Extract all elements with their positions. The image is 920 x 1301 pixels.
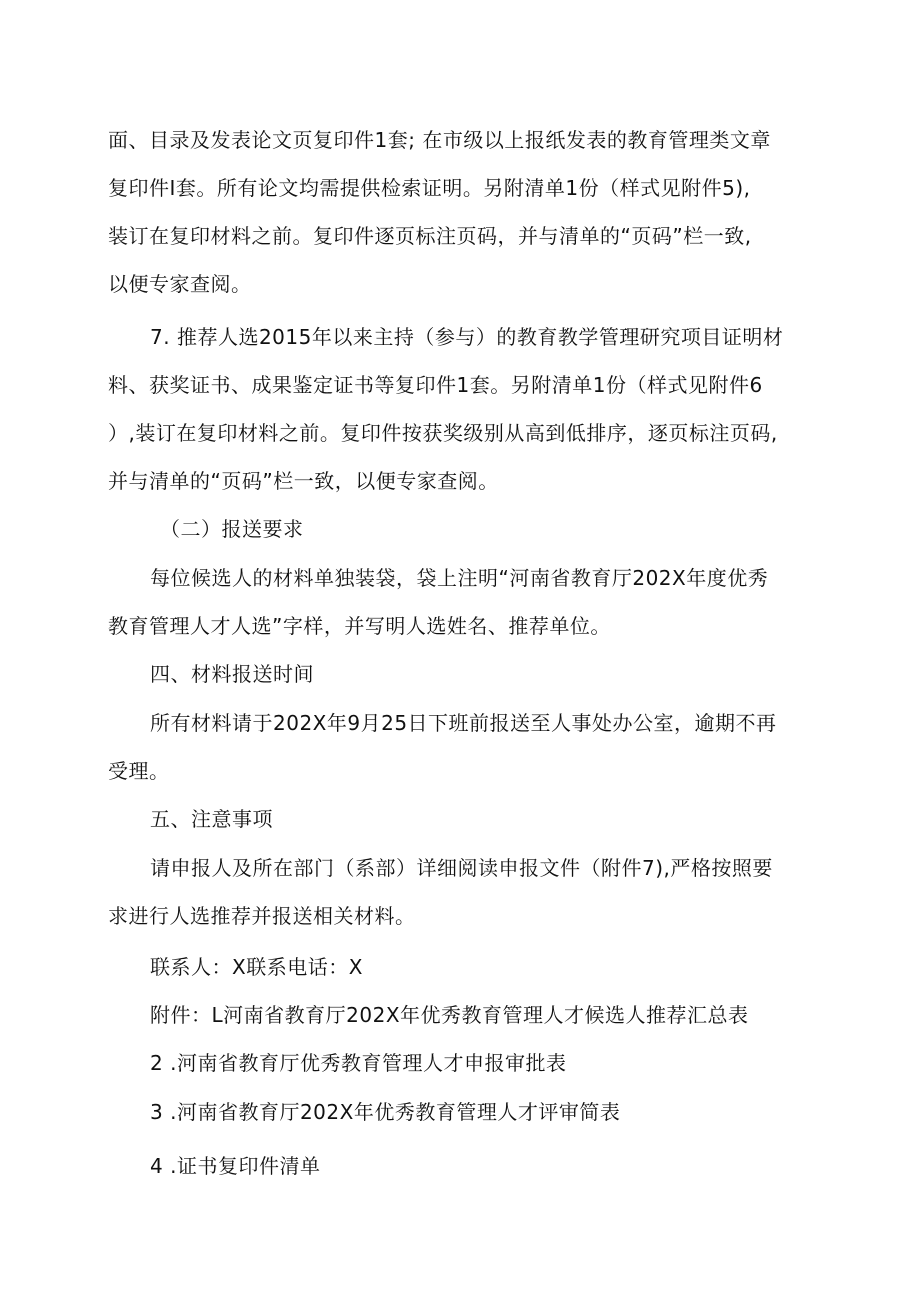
- paragraph-line: 教育管理人才人选”字样，并写明人选姓名、推荐单位。: [108, 614, 611, 638]
- paragraph-line: 以便专家查阅。: [108, 272, 252, 296]
- paragraph-line: 7. 推荐人选2015年以来主持（参与）的教育教学管理研究项目证明材: [150, 325, 784, 349]
- section-heading: 四、材料报送时间: [150, 662, 314, 686]
- attachment-item: 4 .证书复印件清单: [150, 1154, 321, 1178]
- paragraph-line: 料、获奖证书、成果鉴定证书等复印件1套。另附清单1份（样式见附件6: [108, 373, 763, 397]
- paragraph-line: 并与清单的“页码”栏一致，以便专家查阅。: [108, 469, 499, 493]
- paragraph-line: 受理。: [108, 759, 170, 783]
- section-heading: 五、注意事项: [150, 807, 273, 831]
- paragraph-line: ）,装订在复印材料之前。复印件按获奖级别从高到低排序，逐页标注页码,: [108, 421, 778, 445]
- attachments-line: 附件：L河南省教育厅202X年优秀教育管理人才候选人推荐汇总表: [150, 1003, 749, 1027]
- paragraph-line: 请申报人及所在部门（系部）详细阅读申报文件（附件7),严格按照要: [150, 856, 773, 880]
- paragraph-line: 面、目录及发表论文页复印件1套; 在市级以上报纸发表的教育管理类文章: [108, 128, 771, 152]
- contact-line: 联系人：X联系电话：X: [150, 955, 363, 979]
- section-heading: （二）报送要求: [160, 517, 304, 541]
- attachment-item: 2 .河南省教育厅优秀教育管理人才申报审批表: [150, 1051, 567, 1075]
- attachment-item: 3 .河南省教育厅202X年优秀教育管理人才评审简表: [150, 1100, 621, 1124]
- paragraph-line: 复印件I套。所有论文均需提供检索证明。另附清单1份（样式见附件5),: [108, 176, 751, 200]
- paragraph-line: 每位候选人的材料单独装袋，袋上注明“河南省教育厅202X年度优秀: [150, 566, 769, 590]
- paragraph-line: 装订在复印材料之前。复印件逐页标注页码，并与清单的“页码”栏一致,: [108, 224, 752, 248]
- paragraph-line: 求进行人选推荐并报送相关材料。: [108, 904, 416, 928]
- paragraph-line: 所有材料请于202X年9月25日下班前报送至人事处办公室，逾期不再: [150, 711, 777, 735]
